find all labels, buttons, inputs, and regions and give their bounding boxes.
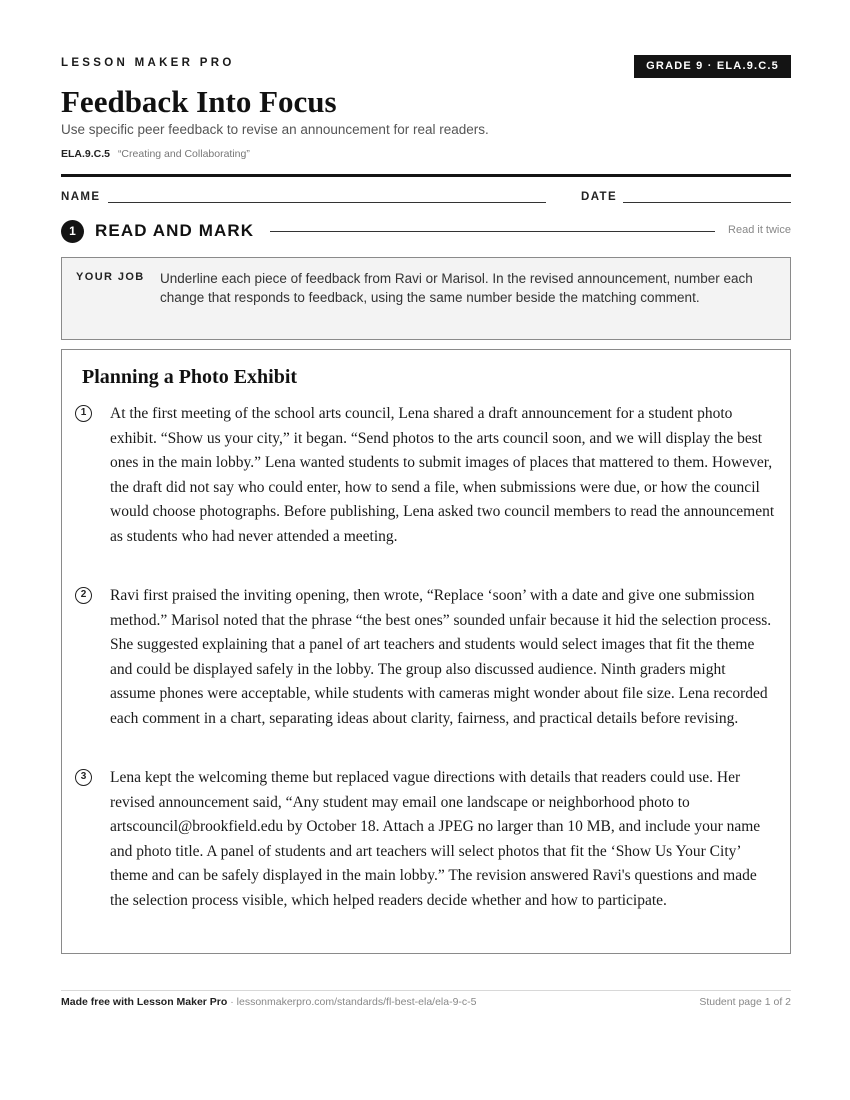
paragraph-number: 2 (75, 587, 92, 604)
section-note: Read it twice (728, 224, 791, 236)
footer-divider (61, 990, 791, 991)
passage-box (61, 349, 791, 954)
paragraph-number: 1 (75, 405, 92, 422)
instructions-box (61, 257, 791, 340)
date-label: DATE (581, 191, 618, 203)
footer-url[interactable]: lessonmakerpro.com/standards/fl-best-ela/ela-9-c-5 (236, 996, 477, 1008)
page-indicator: Student page 1 of 2 (699, 996, 791, 1008)
name-label: NAME (61, 191, 101, 203)
name-date-row (61, 190, 791, 206)
date-field[interactable] (623, 202, 791, 203)
paragraph-text: At the first meeting of the school arts council, Lena shared a draft announcement for a student photo exhibit. “Show us your city,” it began. “Send photos to the arts council soon, and we will display the best ones in the main lobby.” Lena wanted students to submit images of places that mattered to them. However, the draft did not say who could enter, how to send a file, when submissions were due, or how the council would choose photographs. Before publishing, Lena asked two council members to read the announcement as students who had never attended a meeting. (110, 405, 775, 545)
brand-name: LESSON MAKER PRO (61, 57, 235, 69)
top-bar (61, 55, 791, 79)
section-title: READ AND MARK (95, 221, 255, 240)
section-header (61, 219, 791, 243)
paragraph-text: Lena kept the welcoming theme but replaced vague directions with details that readers could use. Her revised announcement said, “Any student may email one landscape or neighborhood photo to artscouncil@brookfield.edu by October 18. Attach a JPEG no larger than 10 MB, and include your name and photo title. A panel of students and art teachers will select photos that fit the ‘Show Us Your City’ theme and can be safely displayed in the main lobby.” The revision answered Ravi's questions and made the selection process visible, which helped readers decide whether and how to participate. (110, 769, 761, 909)
page-title: Feedback Into Focus (61, 84, 337, 119)
instructions-text: Underline each piece of feedback from Ravi or Marisol. In the revised announcement, number each change that responds to feedback, using the same number beside the matching comment. (160, 271, 753, 305)
passage-title: Planning a Photo Exhibit (82, 366, 298, 388)
footer-separator: · (227, 996, 237, 1008)
section-number-badge: 1 (61, 220, 84, 243)
footer-credit (61, 996, 477, 1008)
name-field[interactable] (108, 202, 546, 203)
page-subtitle: Use specific peer feedback to revise an announcement for real readers. (61, 122, 489, 137)
footer-made-with: Made free with Lesson Maker Pro (61, 996, 228, 1008)
standard-code: ELA.9.C.5 (61, 148, 111, 160)
header-divider (61, 174, 791, 177)
instructions-label: YOUR JOB (76, 271, 145, 283)
standard-line (61, 148, 250, 160)
paragraph-text: Ravi first praised the inviting opening, then wrote, “Replace ‘soon’ with a date and give one submission method.” Marisol noted that the phrase “the best ones” sounded unfair because it hid the selection process. She suggested explaining that a panel of art teachers and students would select images that fit the theme and could be displayed safely in the lobby. The group also discussed audience. Ninth graders might assume phones were acceptable, while students with cameras might wonder about file size. Lena recorded each comment in a chart, separating ideas about clarity, fairness, and practical details before revising. (110, 587, 772, 727)
standard-name: “Creating and Collaborating” (117, 148, 250, 160)
grade-badge: GRADE 9 · ELA.9.C.5 (634, 55, 791, 78)
paragraph-number: 3 (75, 769, 92, 786)
section-rule (270, 231, 715, 232)
